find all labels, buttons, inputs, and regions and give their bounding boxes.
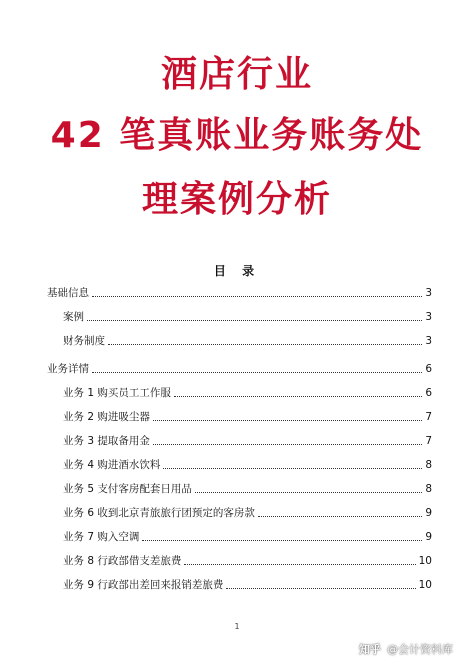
watermark-brand: 知乎 <box>359 643 381 656</box>
toc-entry[interactable] <box>47 430 432 448</box>
page-number: 1 <box>234 622 240 631</box>
toc-entry-label: 业务 1 购买员工工作服 <box>63 387 171 399</box>
watermark <box>359 641 453 657</box>
toc-entry-page-number: 7 <box>425 411 432 423</box>
toc-entry-leader <box>92 371 422 373</box>
toc-entry[interactable] <box>47 526 432 544</box>
toc-entry-leader <box>153 419 422 421</box>
toc-entry-label: 业务 7 购入空调 <box>63 531 140 543</box>
toc-entry-page-number: 3 <box>425 311 432 323</box>
document-title-line-3: 理案例分析 <box>141 179 332 220</box>
toc-entry[interactable] <box>47 574 432 592</box>
toc-entry-page-number: 9 <box>425 531 432 543</box>
toc-heading: 目 录 <box>213 264 261 278</box>
toc-entry-page-number: 6 <box>425 363 432 375</box>
toc-entry-label: 业务 8 行政部借支差旅费 <box>63 555 182 567</box>
toc-entry[interactable] <box>47 454 432 472</box>
toc-entry-page-number: 7 <box>425 435 432 447</box>
toc-entry-page-number: 8 <box>425 483 432 495</box>
toc-entry[interactable] <box>47 550 432 568</box>
toc-entry[interactable] <box>47 382 432 400</box>
toc-entry[interactable] <box>47 306 432 324</box>
toc-entry-label: 基础信息 <box>47 287 89 299</box>
toc-entry-leader <box>258 515 422 517</box>
document-title-line-2: 42 笔真账业务账务处 <box>50 115 424 156</box>
toc-entry-leader <box>142 539 422 541</box>
toc-entry-leader <box>87 319 422 321</box>
toc-entry[interactable] <box>47 406 432 424</box>
toc-entry-page-number: 10 <box>418 579 432 591</box>
toc-entry[interactable] <box>47 478 432 496</box>
toc-entry-label: 业务 9 行政部出差回来报销差旅费 <box>63 579 224 591</box>
toc-entry-leader <box>226 587 415 589</box>
toc-entry-label: 业务 6 收到北京青旅旅行团预定的客房款 <box>63 507 255 519</box>
toc-entry-leader <box>163 467 422 469</box>
toc-entry-label: 业务 5 支付客房配套日用品 <box>63 483 192 495</box>
toc-entry[interactable] <box>47 358 432 376</box>
toc-entry-leader <box>153 443 422 445</box>
toc-entry-label: 业务 4 购进酒水饮料 <box>63 459 161 471</box>
toc-entry-page-number: 10 <box>418 555 432 567</box>
toc-entry-page-number: 8 <box>425 459 432 471</box>
toc-entry[interactable] <box>47 282 432 300</box>
toc-entry-label: 业务 3 提取备用金 <box>63 435 150 447</box>
toc-entry-page-number: 3 <box>425 287 432 299</box>
toc-entry[interactable] <box>47 502 432 520</box>
toc-entry-leader <box>195 491 422 493</box>
toc-entry-label: 财务制度 <box>63 335 105 347</box>
document-title-line-1: 酒店行业 <box>160 54 313 95</box>
toc-entry-leader <box>92 295 422 297</box>
toc-entry-label: 业务 2 购进吸尘器 <box>63 411 150 423</box>
toc-entry-leader <box>174 395 422 397</box>
toc-entry-leader <box>184 563 415 565</box>
toc-entry[interactable] <box>47 330 432 348</box>
watermark-account: @会计资料库 <box>387 643 453 656</box>
toc-entry-label: 业务详情 <box>47 363 89 375</box>
toc-entry-page-number: 6 <box>425 387 432 399</box>
toc-entry-page-number: 9 <box>425 507 432 519</box>
toc-entry-page-number: 3 <box>425 335 432 347</box>
toc-entry-label: 案例 <box>63 311 84 323</box>
toc-entry-leader <box>108 343 422 345</box>
